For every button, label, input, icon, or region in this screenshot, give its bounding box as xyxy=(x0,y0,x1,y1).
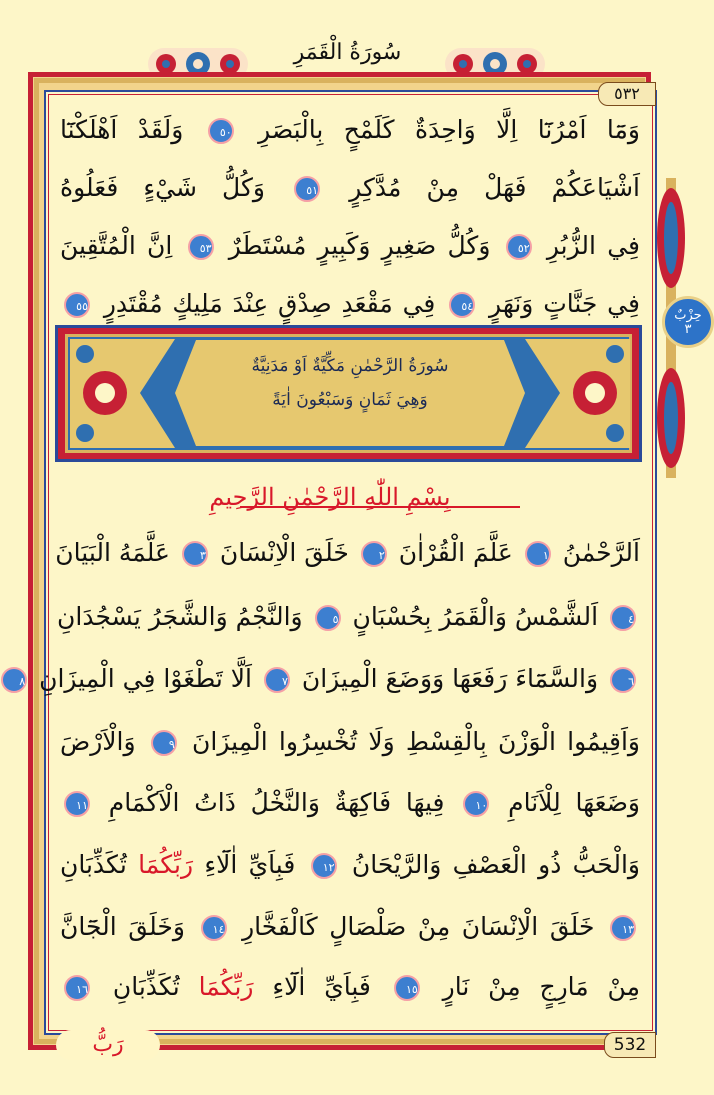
title-panel-ornament-left xyxy=(525,339,630,448)
verse-text: اَلَّا تَطْغَوْا فِي الْمِيزَانِ xyxy=(39,664,252,693)
verse-text: عَلَّمَ الْقُرْاٰنَ xyxy=(398,538,513,567)
verse-line xyxy=(60,717,640,767)
verse-line xyxy=(60,840,640,890)
surah-title-line-1: سُورَةُ الرَّحْمٰنِ مَكِّيَّةٌ اَوْ مَدَنِيَّةٌ xyxy=(251,356,449,376)
verse-number-marker: ١٠ xyxy=(463,791,489,817)
verse-line xyxy=(60,163,640,213)
verse-number-marker: ٦ xyxy=(610,667,636,693)
verse-number-marker: ٥١ xyxy=(294,176,320,202)
verse-text: خَلَقَ الْاِنْسَانَ xyxy=(219,538,349,567)
verse-number-marker: ٥٤ xyxy=(449,292,475,318)
catchword: رَبُّ xyxy=(56,1030,160,1060)
verse-number-marker: ٤ xyxy=(610,605,636,631)
verse-number-marker: ٨ xyxy=(1,667,27,693)
verse-text: وَكُلُّ شَيْءٍ فَعَلُوهُ xyxy=(60,173,265,202)
verse-line xyxy=(57,592,640,642)
verse-number-marker: ١٢ xyxy=(311,853,337,879)
verse-text-highlight: رَبِّكُمَا xyxy=(198,972,254,1001)
verse-text: وَخَلَقَ الْجَٓانَّ xyxy=(60,912,185,941)
page-number-bottom: 532 xyxy=(604,1032,656,1058)
page-number-top: ٥٣٢ xyxy=(598,82,656,106)
verse-number-marker: ١٣ xyxy=(610,915,636,941)
verse-line xyxy=(60,902,640,952)
verse-text: تُكَذِّبَانِ xyxy=(112,972,180,1001)
verse-number-marker: ١٥ xyxy=(394,975,420,1001)
verse-line xyxy=(60,279,640,329)
verse-number-marker: ٩ xyxy=(151,730,177,756)
verse-text: فِي مَقْعَدِ صِدْقٍ عِنْدَ مَلِيكٍ مُقْتَدِرٍ xyxy=(103,289,436,318)
verse-number-marker: ٥٢ xyxy=(506,234,532,260)
verse-text: مِنْ مَارِجٍ مِنْ نَارٍ xyxy=(442,972,640,1001)
verse-line xyxy=(19,654,640,704)
verse-number-marker: ٥ xyxy=(315,605,341,631)
verse-text: وَالْحَبُّ ذُو الْعَصْفِ وَالرَّيْحَانُ xyxy=(351,850,640,879)
verse-text: وَاَقِيمُوا الْوَزْنَ بِالْقِسْطِ وَلَا تُخْسِرُوا الْمِيزَانَ xyxy=(192,727,640,756)
verse-text: وَلَقَدْ اَهْلَكْنَٓا xyxy=(60,115,184,144)
verse-text: تُكَذِّبَانِ xyxy=(60,850,127,879)
verse-text: اَلرَّحْمٰنُ xyxy=(562,538,640,567)
basmala: بِسْمِ اللّٰهِ الرَّحْمٰنِ الرَّحِيمِ xyxy=(209,483,451,511)
verse-text: خَلَقَ الْاِنْسَانَ مِنْ صَلْصَالٍ كَالْفَخَّارِ xyxy=(242,912,595,941)
verse-line xyxy=(55,528,640,578)
surah-header-title: سُورَةُ الْقَمَرِ xyxy=(293,40,402,65)
verse-text: وَالنَّجْمُ وَالشَّجَرُ يَسْجُدَانِ xyxy=(57,602,303,631)
verse-text: وَالْاَرْضَ xyxy=(60,727,136,756)
verse-line xyxy=(60,778,640,828)
verse-text: اَشْيَاعَكُمْ فَهَلْ مِنْ مُدَّكِرٍ xyxy=(349,173,641,202)
verse-number-marker: ٥٣ xyxy=(188,234,214,260)
verse-line xyxy=(60,962,640,1012)
hizb-medallion xyxy=(662,296,714,348)
verse-text: فِي جَنَّاتٍ وَنَهَرٍ xyxy=(489,289,640,318)
surah-title-line-2: وَهِيَ ثَمَانٍ وَسَبْعُونَ اٰيَةً xyxy=(272,390,428,410)
verse-text: فِي الزُّبُرِ xyxy=(546,231,640,260)
verse-line xyxy=(60,221,640,271)
verse-text: عَلَّمَهُ الْبَيَانَ xyxy=(55,538,170,567)
verse-text-highlight: رَبِّكُمَا xyxy=(138,850,194,879)
verse-line xyxy=(60,105,640,155)
verse-text: فَبِاَيِّ اٰلَٓاءِ xyxy=(272,972,371,1001)
verse-text: فِيهَا فَاكِهَةٌ وَالنَّخْلُ ذَاتُ الْاَكْمَامِ xyxy=(108,788,445,817)
verse-number-marker: ٧ xyxy=(264,667,290,693)
verse-number-marker: ٥٥ xyxy=(64,292,90,318)
verse-number-marker: ١٦ xyxy=(64,975,90,1001)
verse-text: وَضَعَهَا لِلْاَنَامِ xyxy=(508,788,640,817)
verse-number-marker: ٢ xyxy=(361,541,387,567)
title-panel-ornament-right xyxy=(70,339,175,448)
hizb-number: ٣ xyxy=(684,322,692,337)
verse-number-marker: ٥٠ xyxy=(208,118,234,144)
verse-text: وَمَٓا اَمْرُنَٓا اِلَّا وَاحِدَةٌ كَلَمْحٍ بِالْبَصَرِ xyxy=(258,115,640,144)
verse-number-marker: ٣ xyxy=(182,541,208,567)
verse-text: اِنَّ الْمُتَّقِينَ xyxy=(60,231,173,260)
verse-number-marker: ١٤ xyxy=(201,915,227,941)
hizb-label: حِزْبٌ xyxy=(674,308,702,323)
verse-text: اَلشَّمْسُ وَالْقَمَرُ بِحُسْبَانٍ xyxy=(352,602,599,631)
verse-text: فَبِاَيِّ اٰلَٓاءِ xyxy=(204,850,296,879)
verse-number-marker: ١ xyxy=(525,541,551,567)
verse-text: وَالسَّمَٓاءَ رَفَعَهَا وَوَضَعَ الْمِيزَانَ xyxy=(301,664,599,693)
verse-number-marker: ١١ xyxy=(64,791,90,817)
verse-text: وَكُلُّ صَغِيرٍ وَكَبِيرٍ مُسْتَطَرٌ xyxy=(228,231,491,260)
